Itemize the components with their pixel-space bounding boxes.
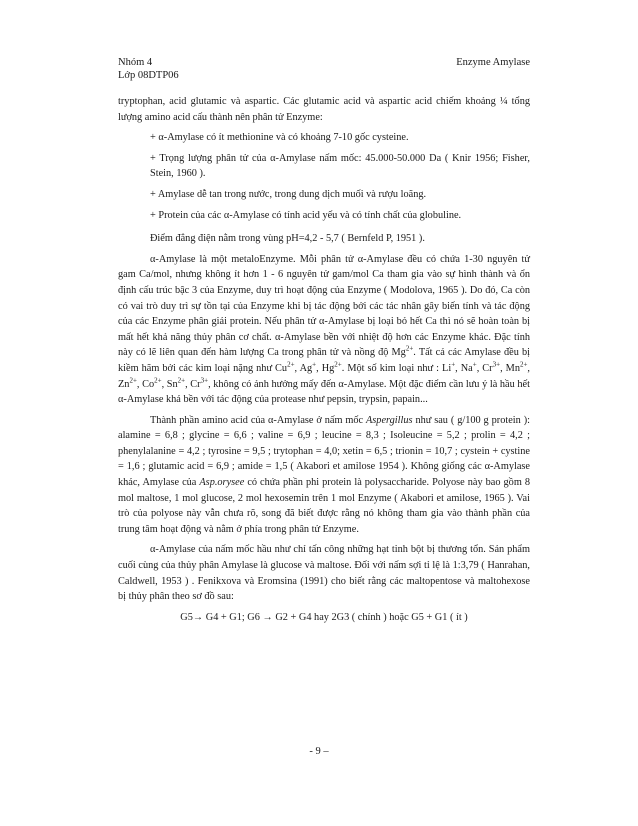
text-segment: , Co	[136, 378, 155, 390]
text-segment: , không có ảnh hưởng mấy đến α-Amylase. Một đặc điểm cần lưu ý là hầu hết α-Amylase khá bền với tác động của protease như pepsin, trypsin, papain...	[118, 378, 530, 406]
superscript: 2+	[287, 360, 295, 369]
superscript: 2+	[519, 360, 528, 369]
superscript: 2+	[334, 360, 342, 369]
paragraph-amino-acid-composition	[118, 413, 530, 538]
group-label: Nhóm 4	[118, 57, 153, 68]
bullet-solubility: + Amylase dễ tan trong nước, trong dung dịch muối và rượu loãng.	[150, 188, 427, 200]
text-segment: Thành phần amino acid của α-Amylase ở nấm mốc	[150, 414, 366, 426]
header-left	[118, 56, 179, 82]
paragraph-metalloenzyme	[118, 252, 530, 408]
topic-label: Enzyme Amylase	[456, 57, 530, 68]
superscript: 2+	[154, 376, 162, 385]
bullet-molecular-weight: + Trọng lượng phân tử của α-Amylase nấm mốc: 45.000-50.000 Da ( Knir 1956; Fisher, Stein, 1960 ).	[150, 152, 530, 180]
page-number: - 9 –	[309, 746, 329, 757]
superscript: 3+	[492, 360, 501, 369]
text-segment: . Tất cả các Amylase đều bị kiềm hãm bởi các kim loại nặng như Cu	[118, 347, 530, 374]
text-segment: có chứa phần phi protein là polysaccharide. Polyose này bao gồm 8 mol maltose, 1 mol glucose, 2 mol hexosemin trên 1 mol Enzyme ( Akabori et amilose, 1965 ). Vai trò của polyose này vẫn chưa rõ, song đã biết được rằng nó không tham gia vào thành phần của trung tâm hoạt động và nằm ở phía trong phân tử Enzyme.	[118, 477, 530, 535]
text-segment: , Na	[455, 362, 473, 374]
paragraph-hydrolysis: α-Amylase của nấm mốc hầu như chỉ tấn công những hạt tinh bột bị thương tổn. Sản phẩm cuối cùng của thủy phân Amylase là glucose và maltose. Đối với nấm sợi tỉ lệ là 1:3,79 ( Hanrahan, Caldwell, 1953 ) . Fenikxova và Eromsina (1991) cho biết rằng các maltopentose và maltohexose bị thủy phân theo sơ đồ sau:	[118, 544, 530, 603]
class-label: Lớp 08DTP06	[118, 70, 179, 81]
bullet-protein-acidity: + Protein của các α-Amylase có tính acid yếu và có tính chất của globuline.	[150, 209, 462, 221]
text-segment: α-Amylase là một metaloEnzyme. Mỗi phân tử α-Amylase đều có chứa 1-30 nguyên tử gam Ca/mol, nhưng không ít hơn 1 - 6 nguyên tử gam/mol Ca tham gia vào sự hình thành và ổn định cấu trúc bậc 3 của Enzyme, duy trì hoạt động của Enzyme ( Modolova, 1965 ). Do đó, Ca còn có vai trò duy trì sự tồn tại của Enzyme khi bị tác động bởi các tác nhân gây biến tính và tác động của các Enzyme phân giải protein. Nếu phân tử α-Amylase bị loại bỏ hết Ca thì nó sẽ hoàn toàn bị mất hết khả năng thủy phân cơ chất. α-Amylase bền với nhiệt độ hơn các Enzyme khác. Đặc tính này có lẽ liên quan đến hàm lượng Ca trong phân tử và nồng độ Mg	[118, 253, 530, 359]
hydrolysis-scheme: G5→ G4 + G1; G6 → G2 + G4 hay 2G3 ( chính ) hoặc G5 + G1 ( ít )	[180, 611, 468, 623]
text-segment: như sau ( g/100 g protein ): alamine = 6,8 ; glycine = 6,6 ; valine = 6,9 ; leucine = 8,3 ; Isoleucine = 5,2 ; prolin = 4,2 ; phenylalanine = 4,2 ; tyrosine = 9,5 ; trytophan = 4,0; xetin = 6,5 ; trionin = 10,7 ; cystein + cystine = 1,6 ; glutamic acid = 6,9 ; amide = 1,5 ( Akabori et amilose 1954 ). Không giống các α-Amylase khác, Amylase của	[118, 414, 530, 489]
paragraph-isoelectric: Điểm đẳng điện nằm trong vùng pH=4,2 - 5,7 ( Bernfeld P, 1951 ).	[150, 233, 425, 245]
bullet-methionine: + α-Amylase có ít methionine và có khoảng 7-10 gốc cysteine.	[150, 132, 409, 144]
text-segment: , Mn	[500, 362, 520, 374]
text-segment: . Một số kim loại như : Li	[341, 362, 452, 374]
superscript: 2+	[129, 376, 137, 385]
superscript: +	[451, 360, 456, 369]
species-name: Aspergillus	[366, 414, 413, 426]
text-segment: , Cr	[476, 362, 493, 374]
document-body	[118, 94, 530, 625]
text-segment: , Sn	[161, 378, 178, 390]
superscript: 2+	[177, 376, 186, 385]
superscript: +	[312, 360, 317, 369]
paragraph-intro: tryptophan, acid glutamic và aspartic. Các glutamic acid và aspartic acid chiếm khoảng ¼ tổng lượng amino acid cấu thành nên phân tử Enzyme:	[118, 96, 530, 123]
species-name: Asp.orysee	[199, 477, 245, 489]
text-segment: , Hg	[316, 362, 335, 374]
superscript: 3+	[200, 376, 209, 385]
superscript: 2+	[405, 344, 414, 353]
superscript: +	[472, 360, 477, 369]
text-segment: , Cr	[185, 378, 201, 390]
text-segment: , Ag	[294, 362, 313, 374]
text-segment: , Zn	[118, 362, 530, 390]
